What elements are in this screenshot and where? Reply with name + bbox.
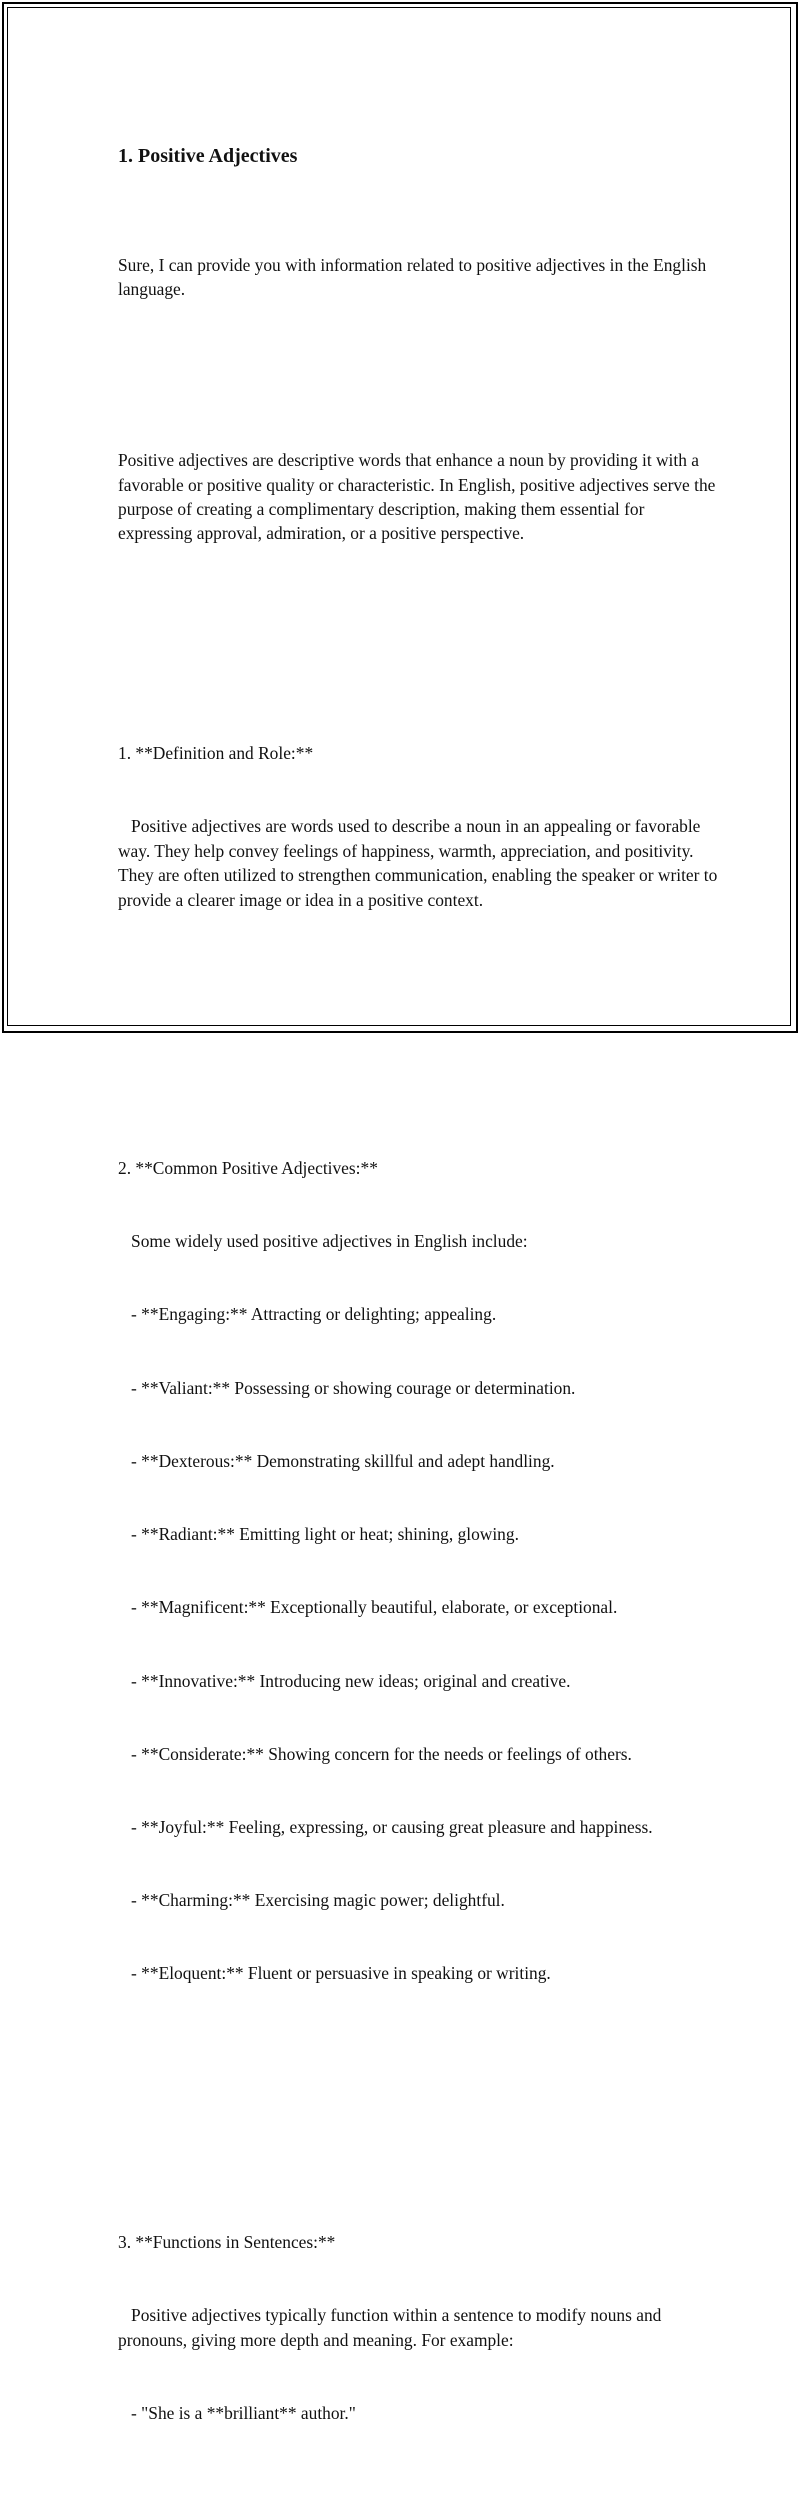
section-functions bbox=[118, 2181, 718, 2474]
list-item: - **Considerate:** Showing concern for the needs or feelings of others. bbox=[118, 1743, 632, 1764]
list-item: - **Eloquent:** Fluent or persuasive in speaking or writing. bbox=[118, 1963, 551, 1984]
list-item: - **Charming:** Exercising magic power; delightful. bbox=[118, 1890, 505, 1911]
intro-paragraph: Sure, I can provide you with information related to positive adjectives in the English language. bbox=[118, 255, 711, 300]
section-body: Some widely used positive adjectives in English include: bbox=[118, 1231, 528, 1252]
section-common-adjectives bbox=[118, 1107, 718, 2034]
section-body: Positive adjectives are words used to describe a noun in an appealing or favorable way. They help convey feelings of happiness, warmth, appreciation, and positivity. They are often utilized to strengthen communication, enabling the speaker or writer to provide a clearer image or idea in a positive context. bbox=[118, 816, 722, 910]
page-title: 1. Positive Adjectives bbox=[118, 144, 298, 167]
section-body: Positive adjectives typically function within a sentence to modify nouns and pronouns, giving more depth and meaning. For example: bbox=[118, 2305, 666, 2350]
list-item: - **Radiant:** Emitting light or heat; shining, glowing. bbox=[118, 1524, 519, 1545]
paragraph-gap bbox=[118, 2083, 718, 2107]
list-item: - **Dexterous:** Demonstrating skillful and adept handling. bbox=[118, 1450, 555, 1471]
list-item: - **Magnificent:** Exceptionally beautiful, elaborate, or exceptional. bbox=[118, 1597, 618, 1618]
section-title: 2. **Common Positive Adjectives:** bbox=[118, 1158, 378, 1179]
paragraph-gap bbox=[118, 595, 718, 619]
section-definition bbox=[118, 692, 722, 960]
section-title: 3. **Functions in Sentences:** bbox=[118, 2231, 336, 2252]
list-item: - "She is a **brilliant** author." bbox=[118, 2402, 356, 2423]
paragraph-gap bbox=[118, 351, 718, 375]
list-item: - **Valiant:** Possessing or showing courage or determination. bbox=[118, 1377, 576, 1398]
document-body bbox=[118, 94, 722, 2498]
list-item: - **Innovative:** Introducing new ideas; original and creative. bbox=[118, 1670, 571, 1691]
section-title: 1. **Definition and Role:** bbox=[118, 743, 314, 764]
list-item: - **Joyful:** Feeling, expressing, or causing great pleasure and happiness. bbox=[118, 1816, 653, 1837]
list-item: - **Engaging:** Attracting or delighting; appealing. bbox=[118, 1304, 497, 1325]
paragraph-gap bbox=[118, 1010, 718, 1034]
overview-paragraph: Positive adjectives are descriptive words that enhance a noun by providing it with a favorable or positive quality or characteristic. In English, positive adjectives serve the purpose of creating a complimentary description, making them essential for expressing approval, admiration, or a positive perspective. bbox=[118, 450, 720, 544]
